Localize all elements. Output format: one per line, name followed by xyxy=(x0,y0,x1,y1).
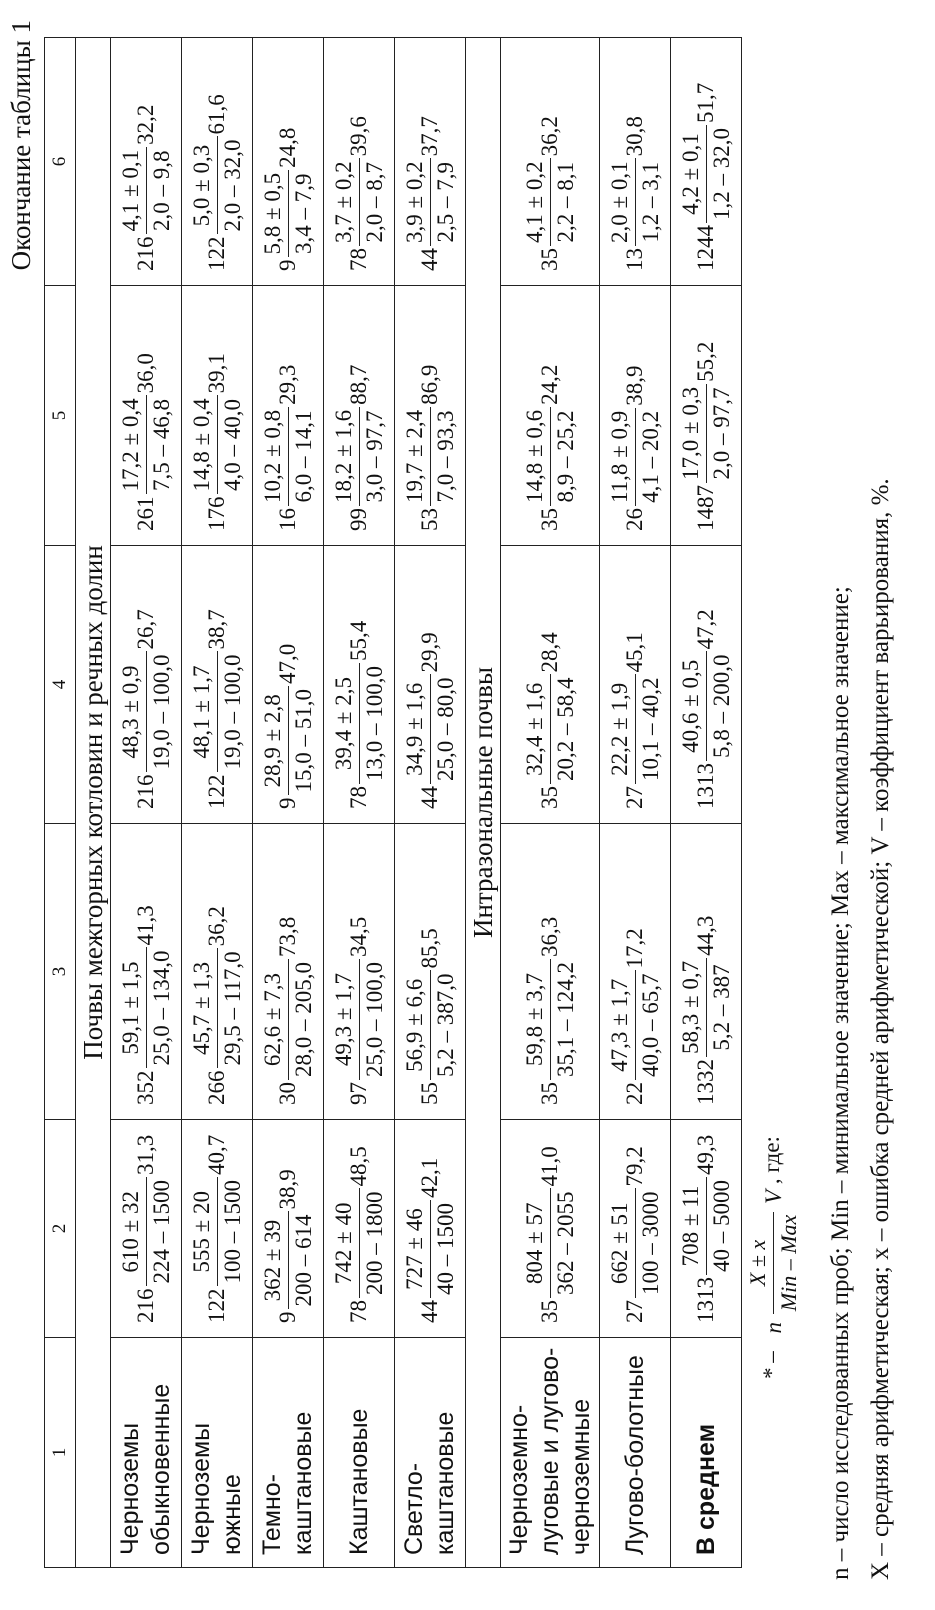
min-max-range: 40 – 5000 xyxy=(708,1180,734,1272)
mean-error: 4,1 ± 0,2 xyxy=(522,158,551,246)
variation-coefficient: 30,8 xyxy=(622,116,647,157)
stat-fraction xyxy=(607,158,664,246)
soil-type-name: Черноземы южные xyxy=(182,1338,253,1568)
mean-error: 804 ± 57 xyxy=(522,1189,551,1299)
formula xyxy=(745,1136,802,1380)
stat-cell xyxy=(671,38,742,286)
min-max-range: 3,0 – 97,7 xyxy=(361,410,387,503)
min-max-range: 40 – 1500 xyxy=(432,1203,458,1295)
variation-coefficient: 31,3 xyxy=(133,1134,158,1175)
variation-coefficient: 37,7 xyxy=(417,116,442,157)
stat-cell xyxy=(395,286,466,546)
sample-count: 16 xyxy=(275,508,300,531)
variation-coefficient: 41,3 xyxy=(133,905,158,946)
stat-fraction xyxy=(189,948,246,1068)
sample-count: 55 xyxy=(417,1082,442,1105)
mean-error: 11,8 ± 0,9 xyxy=(607,408,636,506)
stat-fraction xyxy=(678,125,735,223)
variation-coefficient: 36,2 xyxy=(204,906,229,947)
variation-coefficient: 39,1 xyxy=(204,353,229,394)
variation-coefficient: 38,9 xyxy=(275,1169,300,1210)
stat-cell xyxy=(671,546,742,824)
sample-count: 44 xyxy=(417,1300,442,1323)
stat-fraction xyxy=(189,1177,246,1287)
stat-fraction xyxy=(402,407,459,506)
sample-count: 53 xyxy=(417,508,442,531)
min-max-range: 28,0 – 205,0 xyxy=(290,962,316,1077)
variation-coefficient: 55,2 xyxy=(693,341,718,382)
min-max-range: 2,0 – 97,7 xyxy=(708,387,734,480)
table-row xyxy=(395,38,466,1568)
sample-count: 35 xyxy=(537,1082,562,1105)
min-max-range: 2,0 – 32,0 xyxy=(219,139,245,232)
sample-count: 44 xyxy=(417,786,442,809)
stat-fraction xyxy=(260,170,317,258)
mean-error: 742 ± 40 xyxy=(331,1189,360,1299)
mean-error: 59,8 ± 3,7 xyxy=(522,959,551,1080)
mean-error: 62,6 ± 7,3 xyxy=(260,959,289,1080)
min-max-range: 6,0 – 14,1 xyxy=(290,410,316,503)
sample-count: 78 xyxy=(346,1300,371,1323)
stat-cell xyxy=(182,824,253,1120)
variation-coefficient: 79,2 xyxy=(622,1146,647,1187)
soil-type-name: Черноземы обыкновенные xyxy=(111,1338,182,1568)
stat-fraction xyxy=(402,158,459,246)
mean-error: 727 ± 46 xyxy=(402,1200,431,1298)
min-max-range: 2,2 – 8,1 xyxy=(552,161,578,243)
section-header-row xyxy=(466,38,501,1568)
mean-error: 17,2 ± 0,4 xyxy=(118,395,147,494)
stat-cell xyxy=(501,286,600,546)
sample-count: 35 xyxy=(537,248,562,271)
min-max-range: 7,5 – 46,8 xyxy=(148,398,174,491)
column-number: 5 xyxy=(45,286,76,546)
sample-count: 122 xyxy=(204,774,229,809)
min-max-range: 100 – 3000 xyxy=(637,1191,663,1295)
min-max-range: 4,1 – 20,2 xyxy=(637,410,663,503)
column-number: 6 xyxy=(45,38,76,286)
sample-count: 78 xyxy=(346,786,371,809)
sample-count: 1244 xyxy=(693,225,718,271)
mean-error: 58,3 ± 0,7 xyxy=(678,958,707,1057)
variation-coefficient: 44,3 xyxy=(693,915,718,956)
stat-fraction xyxy=(522,675,579,785)
mean-error: 362 ± 39 xyxy=(260,1212,289,1310)
soil-type-name: В среднем xyxy=(671,1338,742,1568)
stat-cell xyxy=(253,38,324,286)
stat-cell xyxy=(600,38,671,286)
stat-fraction xyxy=(118,1177,175,1287)
sample-count: 261 xyxy=(133,496,158,531)
mean-error: 5,0 ± 0,3 xyxy=(189,137,218,235)
stat-cell xyxy=(324,38,395,286)
stat-cell xyxy=(182,38,253,286)
variation-coefficient: 32,2 xyxy=(133,104,158,145)
min-max-range: 2,5 – 7,9 xyxy=(432,161,458,243)
variation-coefficient: 48,5 xyxy=(346,1146,371,1187)
stat-fraction xyxy=(331,407,388,506)
variation-coefficient: 41,0 xyxy=(537,1146,562,1187)
mean-error: 45,7 ± 1,3 xyxy=(189,948,218,1068)
variation-coefficient: 38,9 xyxy=(622,365,647,406)
soil-type-name: Лугово-болотные xyxy=(600,1338,671,1568)
variation-coefficient: 73,8 xyxy=(275,916,300,957)
mean-error: 555 ± 20 xyxy=(189,1177,218,1287)
column-number: 4 xyxy=(45,546,76,824)
variation-coefficient: 55,4 xyxy=(346,620,371,661)
soil-type-name: Светло-каштановые xyxy=(395,1338,466,1568)
mean-error: 32,4 ± 1,6 xyxy=(522,675,551,785)
formula-n: n xyxy=(760,1322,786,1334)
sample-count: 35 xyxy=(537,1300,562,1323)
min-max-range: 1,2 – 32,0 xyxy=(708,128,734,220)
sample-count: 216 xyxy=(133,236,158,271)
mean-error: 4,1 ± 0,1 xyxy=(118,147,147,235)
variation-coefficient: 29,3 xyxy=(275,364,300,405)
min-max-range: 25,0 – 134,0 xyxy=(148,950,174,1066)
stat-cell xyxy=(111,1120,182,1338)
min-max-range: 200 – 614 xyxy=(290,1214,316,1307)
stat-fraction xyxy=(522,158,579,246)
stat-cell xyxy=(324,1120,395,1338)
stat-fraction xyxy=(118,395,175,494)
mean-error: 19,7 ± 2,4 xyxy=(402,407,431,506)
stat-fraction xyxy=(118,948,175,1069)
mean-error: 10,2 ± 0,8 xyxy=(260,407,289,506)
table-row xyxy=(324,38,395,1568)
sample-count: 352 xyxy=(133,1070,158,1105)
min-max-range: 224 – 1500 xyxy=(148,1180,174,1284)
sample-count: 97 xyxy=(346,1082,371,1105)
stat-fraction xyxy=(260,959,317,1080)
min-max-range: 25,0 – 100,0 xyxy=(361,962,387,1077)
min-max-range: 19,0 – 100,0 xyxy=(219,654,245,770)
sample-count: 1487 xyxy=(693,485,718,531)
section-title: Почвы межгорных котловин и речных долин xyxy=(76,38,111,1568)
stat-cell xyxy=(600,546,671,824)
stat-cell xyxy=(253,546,324,824)
stat-cell xyxy=(182,1120,253,1338)
variation-coefficient: 26,7 xyxy=(133,609,158,650)
column-number: 3 xyxy=(45,824,76,1120)
variation-coefficient: 61,6 xyxy=(204,94,229,135)
min-max-range: 5,2 – 387,0 xyxy=(432,973,458,1077)
stat-cell xyxy=(395,1120,466,1338)
variation-coefficient: 42,1 xyxy=(417,1157,442,1198)
variation-coefficient: 47,0 xyxy=(275,643,300,684)
variation-coefficient: 17,2 xyxy=(622,928,647,969)
mean-error: 17,0 ± 0,3 xyxy=(678,384,707,483)
stat-cell xyxy=(111,824,182,1120)
min-max-range: 7,0 – 93,3 xyxy=(432,410,458,503)
stat-fraction xyxy=(118,147,175,235)
min-max-range: 29,5 – 117,0 xyxy=(219,951,245,1066)
stat-fraction xyxy=(260,686,317,796)
stat-fraction xyxy=(189,137,246,235)
variation-coefficient: 86,9 xyxy=(417,364,442,405)
min-max-range: 2,0 – 9,8 xyxy=(148,150,174,231)
stat-cell xyxy=(671,286,742,546)
stat-cell xyxy=(111,286,182,546)
min-max-range: 25,0 – 80,0 xyxy=(432,677,458,781)
sample-count: 9 xyxy=(275,797,300,809)
min-max-range: 15,0 – 51,0 xyxy=(290,689,316,793)
mean-error: 2,0 ± 0,1 xyxy=(607,158,636,246)
formula-denominator: Min – Max xyxy=(776,1214,801,1312)
sample-count: 30 xyxy=(275,1082,300,1105)
mean-error: 48,3 ± 0,9 xyxy=(118,652,147,773)
min-max-range: 5,2 – 387 xyxy=(708,964,734,1051)
stat-cell xyxy=(324,286,395,546)
stat-fraction xyxy=(260,407,317,506)
stat-fraction xyxy=(189,395,246,494)
mean-error: 34,9 ± 1,6 xyxy=(402,675,431,785)
sample-count: 35 xyxy=(537,508,562,531)
mean-error: 662 ± 51 xyxy=(607,1189,636,1299)
stat-fraction xyxy=(678,958,735,1057)
stat-cell xyxy=(182,546,253,824)
sample-count: 122 xyxy=(204,1288,229,1323)
stat-fraction xyxy=(522,1189,579,1299)
min-max-range: 35,1 – 124,2 xyxy=(552,962,578,1077)
variation-coefficient: 24,8 xyxy=(275,127,300,168)
mean-error: 3,7 ± 0,2 xyxy=(331,158,360,246)
stat-cell xyxy=(600,824,671,1120)
mean-error: 708 ± 11 xyxy=(678,1177,707,1275)
stat-cell xyxy=(501,824,600,1120)
mean-error: 22,2 ± 1,9 xyxy=(607,675,636,785)
min-max-range: 200 – 1800 xyxy=(361,1191,387,1295)
stat-cell xyxy=(324,546,395,824)
variation-coefficient: 39,6 xyxy=(346,116,371,157)
min-max-range: 40,0 – 65,7 xyxy=(637,973,663,1077)
stat-cell xyxy=(395,38,466,286)
stat-cell xyxy=(395,546,466,824)
formula-v: V xyxy=(760,1189,786,1204)
sample-count: 266 xyxy=(204,1070,229,1105)
column-number: 1 xyxy=(45,1338,76,1568)
sample-count: 27 xyxy=(622,786,647,809)
variation-coefficient: 34,5 xyxy=(346,916,371,957)
sample-count: 99 xyxy=(346,508,371,531)
stat-cell xyxy=(501,546,600,824)
table-row xyxy=(600,38,671,1568)
table-caption: Окончание таблицы 1 xyxy=(6,20,36,271)
variation-coefficient: 85,5 xyxy=(417,928,442,969)
variation-coefficient: 45,1 xyxy=(622,632,647,673)
variation-coefficient: 51,7 xyxy=(693,82,718,123)
table-row xyxy=(253,38,324,1568)
mean-error: 39,4 ± 2,5 xyxy=(331,663,360,784)
stat-fraction xyxy=(118,652,175,773)
formula-where: , где: xyxy=(758,1136,784,1185)
stat-fraction xyxy=(189,652,246,773)
stat-cell xyxy=(671,824,742,1120)
min-max-range: 2,0 – 8,7 xyxy=(361,161,387,243)
sample-count: 176 xyxy=(204,496,229,531)
variation-coefficient: 49,3 xyxy=(693,1134,718,1175)
stat-fraction xyxy=(678,1177,735,1275)
mean-error: 610 ± 32 xyxy=(118,1177,147,1287)
mean-error: 49,3 ± 1,7 xyxy=(331,959,360,1080)
mean-error: 5,8 ± 0,5 xyxy=(260,170,289,258)
column-number: 2 xyxy=(45,1120,76,1338)
variation-coefficient: 88,7 xyxy=(346,364,371,405)
min-max-range: 19,0 – 100,0 xyxy=(148,654,174,770)
variation-coefficient: 28,4 xyxy=(537,632,562,673)
stat-fraction xyxy=(522,959,579,1080)
sample-count: 1313 xyxy=(693,763,718,809)
sample-count: 9 xyxy=(275,1311,300,1323)
stat-cell xyxy=(111,38,182,286)
stat-cell xyxy=(501,1120,600,1338)
mean-error: 14,8 ± 0,4 xyxy=(189,395,218,494)
sample-count: 1313 xyxy=(693,1277,718,1323)
min-max-range: 3,4 – 7,9 xyxy=(290,173,316,254)
sample-count: 44 xyxy=(417,248,442,271)
variation-coefficient: 36,3 xyxy=(537,916,562,957)
section-title: Интразональные почвы xyxy=(466,38,501,1568)
table-row xyxy=(182,38,253,1568)
stat-fraction xyxy=(402,971,459,1081)
stat-fraction xyxy=(402,1200,459,1298)
mean-error: 28,9 ± 2,8 xyxy=(260,686,289,796)
stat-cell xyxy=(253,1120,324,1338)
mean-error: 3,9 ± 0,2 xyxy=(402,158,431,246)
soil-type-name: Темно-каштановые xyxy=(253,1338,324,1568)
mean-error: 56,9 ± 6,6 xyxy=(402,971,431,1081)
stat-fraction xyxy=(331,663,388,784)
stat-fraction xyxy=(607,675,664,785)
formula-star: * – xyxy=(758,1351,784,1380)
min-max-range: 13,0 – 100,0 xyxy=(361,666,387,781)
soil-type-name: Черноземно-луговые и лугово-черноземные xyxy=(501,1338,600,1568)
stat-fraction xyxy=(402,675,459,785)
variation-coefficient: 47,2 xyxy=(693,609,718,650)
mean-error: 48,1 ± 1,7 xyxy=(189,652,218,773)
footnote-line-1: n – число исследованных проб; Min – минимальное значение; Max – максимальное значение; xyxy=(827,586,854,1580)
stat-cell xyxy=(395,824,466,1120)
sample-count: 35 xyxy=(537,786,562,809)
variation-coefficient: 40,7 xyxy=(204,1134,229,1175)
variation-coefficient: 29,9 xyxy=(417,632,442,673)
formula-numerator: X ± x xyxy=(745,1212,774,1315)
variation-coefficient: 36,0 xyxy=(133,353,158,394)
table-row xyxy=(501,38,600,1568)
stat-cell xyxy=(501,38,600,286)
variation-coefficient: 24,2 xyxy=(537,364,562,405)
stat-cell xyxy=(600,286,671,546)
stat-cell xyxy=(671,1120,742,1338)
sample-count: 216 xyxy=(133,1288,158,1323)
mean-error: 59,1 ± 1,5 xyxy=(118,948,147,1069)
min-max-range: 20,2 – 58,4 xyxy=(552,677,578,781)
sample-count: 122 xyxy=(204,236,229,271)
sample-count: 26 xyxy=(622,508,647,531)
min-max-range: 100 – 1500 xyxy=(219,1180,245,1284)
sample-count: 9 xyxy=(275,259,300,271)
min-max-range: 4,0 – 40,0 xyxy=(219,398,245,491)
min-max-range: 8,9 – 25,2 xyxy=(552,410,578,503)
variation-coefficient: 38,7 xyxy=(204,609,229,650)
min-max-range: 362 – 2055 xyxy=(552,1191,578,1295)
stat-fraction xyxy=(607,971,664,1081)
mean-error: 18,2 ± 1,6 xyxy=(331,407,360,506)
stat-fraction xyxy=(331,158,388,246)
min-max-range: 10,1 – 40,2 xyxy=(637,677,663,781)
min-max-range: 5,8 – 200,0 xyxy=(708,654,734,758)
sample-count: 216 xyxy=(133,774,158,809)
formula-fraction xyxy=(745,1212,802,1315)
stat-cell xyxy=(324,824,395,1120)
sample-count: 13 xyxy=(622,248,647,271)
stat-cell xyxy=(253,824,324,1120)
column-number-row xyxy=(45,38,76,1568)
sample-count: 1332 xyxy=(693,1059,718,1105)
stat-fraction xyxy=(331,959,388,1080)
table-body xyxy=(45,38,742,1568)
stat-fraction xyxy=(607,1189,664,1299)
stat-fraction xyxy=(522,407,579,506)
stat-cell xyxy=(182,286,253,546)
stat-fraction xyxy=(678,652,735,762)
stat-fraction xyxy=(607,408,664,506)
mean-error: 14,8 ± 0,6 xyxy=(522,407,551,506)
soil-type-name: Каштановые xyxy=(324,1338,395,1568)
stat-fraction xyxy=(331,1189,388,1299)
sample-count: 22 xyxy=(622,1082,647,1105)
mean-error: 4,2 ± 0,1 xyxy=(678,125,707,223)
stat-cell xyxy=(253,286,324,546)
sample-count: 27 xyxy=(622,1300,647,1323)
sample-count: 78 xyxy=(346,248,371,271)
mean-error: 47,3 ± 1,7 xyxy=(607,971,636,1081)
variation-coefficient: 36,2 xyxy=(537,116,562,157)
stat-cell xyxy=(111,546,182,824)
stat-fraction xyxy=(260,1212,317,1310)
data-table xyxy=(44,37,742,1568)
footnote-line-2: X – средняя арифметическая; x – ошибка средней арифметической; V – коэффициент варьирования, %. xyxy=(867,478,894,1580)
section-header-row xyxy=(76,38,111,1568)
stat-cell xyxy=(600,1120,671,1338)
table-row xyxy=(671,38,742,1568)
stat-fraction xyxy=(678,384,735,483)
mean-error: 40,6 ± 0,5 xyxy=(678,652,707,762)
table-row xyxy=(111,38,182,1568)
min-max-range: 1,2 – 3,1 xyxy=(637,161,663,243)
